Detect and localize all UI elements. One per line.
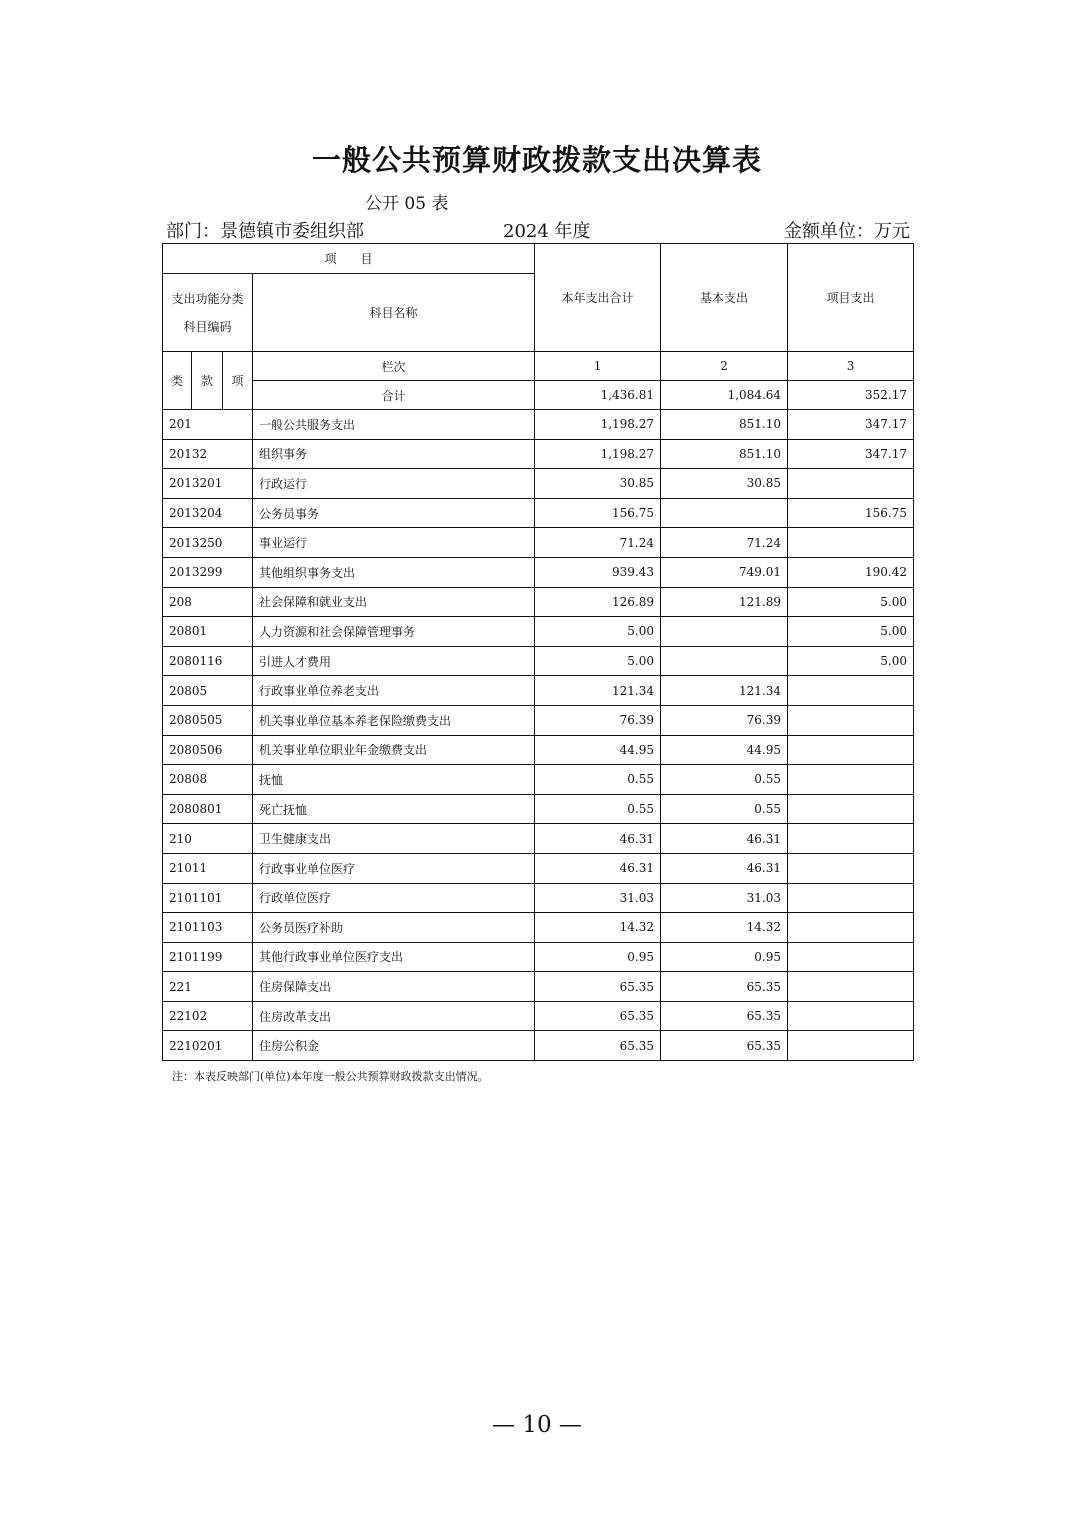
row-project: 5.00 (788, 587, 914, 617)
row-code: 21011 (163, 853, 253, 883)
row-basic (661, 498, 788, 528)
row-project: 156.75 (788, 498, 914, 528)
row-total: 71.24 (535, 528, 661, 558)
department-label: 部门：景德镇市委组织部 (166, 221, 364, 242)
row-project (788, 824, 914, 854)
row-basic: 121.34 (661, 676, 788, 706)
row-total: 5.00 (535, 617, 661, 647)
table-row (163, 883, 914, 913)
table-row (163, 528, 914, 558)
header-project-col: 项目支出 (788, 244, 914, 352)
row-subject-name: 行政运行 (253, 469, 535, 499)
row-total: 65.35 (535, 1001, 661, 1031)
row-code: 2080505 (163, 705, 253, 735)
table-row (163, 469, 914, 499)
header-basic-col: 基本支出 (661, 244, 788, 352)
header-func-class-line1: 支出功能分类 (171, 291, 244, 306)
row-subject-name: 抚恤 (253, 765, 535, 795)
row-code: 2013299 (163, 557, 253, 587)
header-func-class-line2: 科目编码 (183, 319, 232, 334)
row-total: 65.35 (535, 1031, 661, 1061)
header-kuan: 款 (192, 352, 223, 410)
row-code: 20805 (163, 676, 253, 706)
table-row (163, 676, 914, 706)
row-code: 22102 (163, 1001, 253, 1031)
row-basic: 14.32 (661, 913, 788, 943)
header-project: 项 目 (163, 244, 535, 274)
row-code: 20132 (163, 439, 253, 469)
row-code: 201 (163, 410, 253, 440)
row-basic: 0.95 (661, 942, 788, 972)
table-row (163, 587, 914, 617)
table-row (163, 735, 914, 765)
row-project (788, 469, 914, 499)
total-row-basic: 1,084.64 (661, 381, 788, 410)
header-subject-name: 科目名称 (253, 274, 535, 352)
row-code: 2013201 (163, 469, 253, 499)
table-row (163, 1001, 914, 1031)
row-code: 20808 (163, 765, 253, 795)
row-subject-name: 人力资源和社会保障管理事务 (253, 617, 535, 647)
row-project (788, 942, 914, 972)
row-project (788, 735, 914, 765)
row-basic: 0.55 (661, 794, 788, 824)
row-code: 210 (163, 824, 253, 854)
table-row (163, 942, 914, 972)
header-xiang: 项 (223, 352, 253, 410)
row-subject-name: 其他组织事务支出 (253, 557, 535, 587)
row-subject-name: 行政事业单位医疗 (253, 853, 535, 883)
row-subject-name: 事业运行 (253, 528, 535, 558)
row-basic (661, 617, 788, 647)
row-total: 46.31 (535, 824, 661, 854)
page-number: — 10 — (492, 1412, 582, 1438)
table-row (163, 646, 914, 676)
table-row (163, 617, 914, 647)
header-col2: 2 (661, 352, 788, 381)
row-subject-name: 死亡抚恤 (253, 794, 535, 824)
row-basic: 44.95 (661, 735, 788, 765)
row-project (788, 765, 914, 795)
row-subject-name: 机关事业单位职业年金缴费支出 (253, 735, 535, 765)
row-project (788, 528, 914, 558)
table-row (163, 824, 914, 854)
row-code: 2101101 (163, 883, 253, 913)
row-project: 5.00 (788, 646, 914, 676)
row-total: 156.75 (535, 498, 661, 528)
table-row (163, 1031, 914, 1061)
row-subject-name: 公务员事务 (253, 498, 535, 528)
header-lei: 类 (163, 352, 192, 410)
table-subtitle: 公开 05 表 (365, 194, 449, 214)
row-total: 1,198.27 (535, 439, 661, 469)
row-subject-name: 社会保障和就业支出 (253, 587, 535, 617)
row-subject-name: 机关事业单位基本养老保险缴费支出 (253, 705, 535, 735)
row-code: 2101103 (163, 913, 253, 943)
header-total-col: 本年支出合计 (535, 244, 661, 352)
row-basic: 30.85 (661, 469, 788, 499)
row-basic: 76.39 (661, 705, 788, 735)
row-basic: 71.24 (661, 528, 788, 558)
header-lanci: 栏次 (253, 352, 535, 381)
row-subject-name: 卫生健康支出 (253, 824, 535, 854)
table-row (163, 913, 914, 943)
row-total: 5.00 (535, 646, 661, 676)
row-basic: 65.35 (661, 1031, 788, 1061)
row-basic: 31.03 (661, 883, 788, 913)
table-row (163, 972, 914, 1002)
row-basic: 851.10 (661, 439, 788, 469)
page-title: 一般公共预算财政拨款支出决算表 (311, 143, 762, 177)
table-row (163, 794, 914, 824)
row-total: 76.39 (535, 705, 661, 735)
row-project (788, 853, 914, 883)
table-row (163, 557, 914, 587)
row-subject-name: 公务员医疗补助 (253, 913, 535, 943)
row-total: 121.34 (535, 676, 661, 706)
row-project (788, 1001, 914, 1031)
header-func-class (163, 274, 253, 352)
row-total: 44.95 (535, 735, 661, 765)
unit-label: 金额单位：万元 (784, 221, 910, 242)
row-subject-name: 住房改革支出 (253, 1001, 535, 1031)
row-basic: 851.10 (661, 410, 788, 440)
row-code: 20801 (163, 617, 253, 647)
row-total: 0.95 (535, 942, 661, 972)
row-project (788, 1031, 914, 1061)
row-basic: 65.35 (661, 1001, 788, 1031)
row-basic: 65.35 (661, 972, 788, 1002)
row-code: 2101199 (163, 942, 253, 972)
row-basic: 46.31 (661, 853, 788, 883)
table-row (163, 705, 914, 735)
row-project (788, 972, 914, 1002)
year-label: 2024 年度 (503, 221, 591, 242)
row-total: 126.89 (535, 587, 661, 617)
row-total: 30.85 (535, 469, 661, 499)
table-row (163, 439, 914, 469)
row-subject-name: 住房公积金 (253, 1031, 535, 1061)
row-total: 1,198.27 (535, 410, 661, 440)
row-total: 0.55 (535, 765, 661, 795)
row-subject-name: 组织事务 (253, 439, 535, 469)
row-subject-name: 行政事业单位养老支出 (253, 676, 535, 706)
row-code: 2080116 (163, 646, 253, 676)
row-subject-name: 一般公共服务支出 (253, 410, 535, 440)
row-basic (661, 646, 788, 676)
row-subject-name: 行政单位医疗 (253, 883, 535, 913)
row-total: 14.32 (535, 913, 661, 943)
expenditure-table (162, 243, 914, 1061)
row-total: 65.35 (535, 972, 661, 1002)
table-row (163, 765, 914, 795)
row-subject-name: 其他行政事业单位医疗支出 (253, 942, 535, 972)
row-code: 2013250 (163, 528, 253, 558)
row-project: 5.00 (788, 617, 914, 647)
total-row-total: 1,436.81 (535, 381, 661, 410)
table-note: 注：本表反映部门(单位)本年度一般公共预算财政拨款支出情况。 (172, 1070, 489, 1083)
row-total: 939.43 (535, 557, 661, 587)
header-col1: 1 (535, 352, 661, 381)
row-project (788, 705, 914, 735)
row-project (788, 794, 914, 824)
row-basic: 121.89 (661, 587, 788, 617)
header-col3: 3 (788, 352, 914, 381)
row-subject-name: 住房保障支出 (253, 972, 535, 1002)
row-project: 347.17 (788, 410, 914, 440)
row-basic: 46.31 (661, 824, 788, 854)
row-code: 208 (163, 587, 253, 617)
total-row-label: 合计 (253, 381, 535, 410)
row-project (788, 913, 914, 943)
row-basic: 749.01 (661, 557, 788, 587)
row-code: 2080801 (163, 794, 253, 824)
row-code: 2210201 (163, 1031, 253, 1061)
row-code: 221 (163, 972, 253, 1002)
row-basic: 0.55 (661, 765, 788, 795)
row-total: 46.31 (535, 853, 661, 883)
table-row (163, 498, 914, 528)
table-row (163, 853, 914, 883)
row-project (788, 676, 914, 706)
row-project (788, 883, 914, 913)
row-total: 31.03 (535, 883, 661, 913)
total-row-project: 352.17 (788, 381, 914, 410)
row-project: 190.42 (788, 557, 914, 587)
row-subject-name: 引进人才费用 (253, 646, 535, 676)
row-code: 2080506 (163, 735, 253, 765)
row-code: 2013204 (163, 498, 253, 528)
row-project: 347.17 (788, 439, 914, 469)
row-total: 0.55 (535, 794, 661, 824)
table-row (163, 410, 914, 440)
